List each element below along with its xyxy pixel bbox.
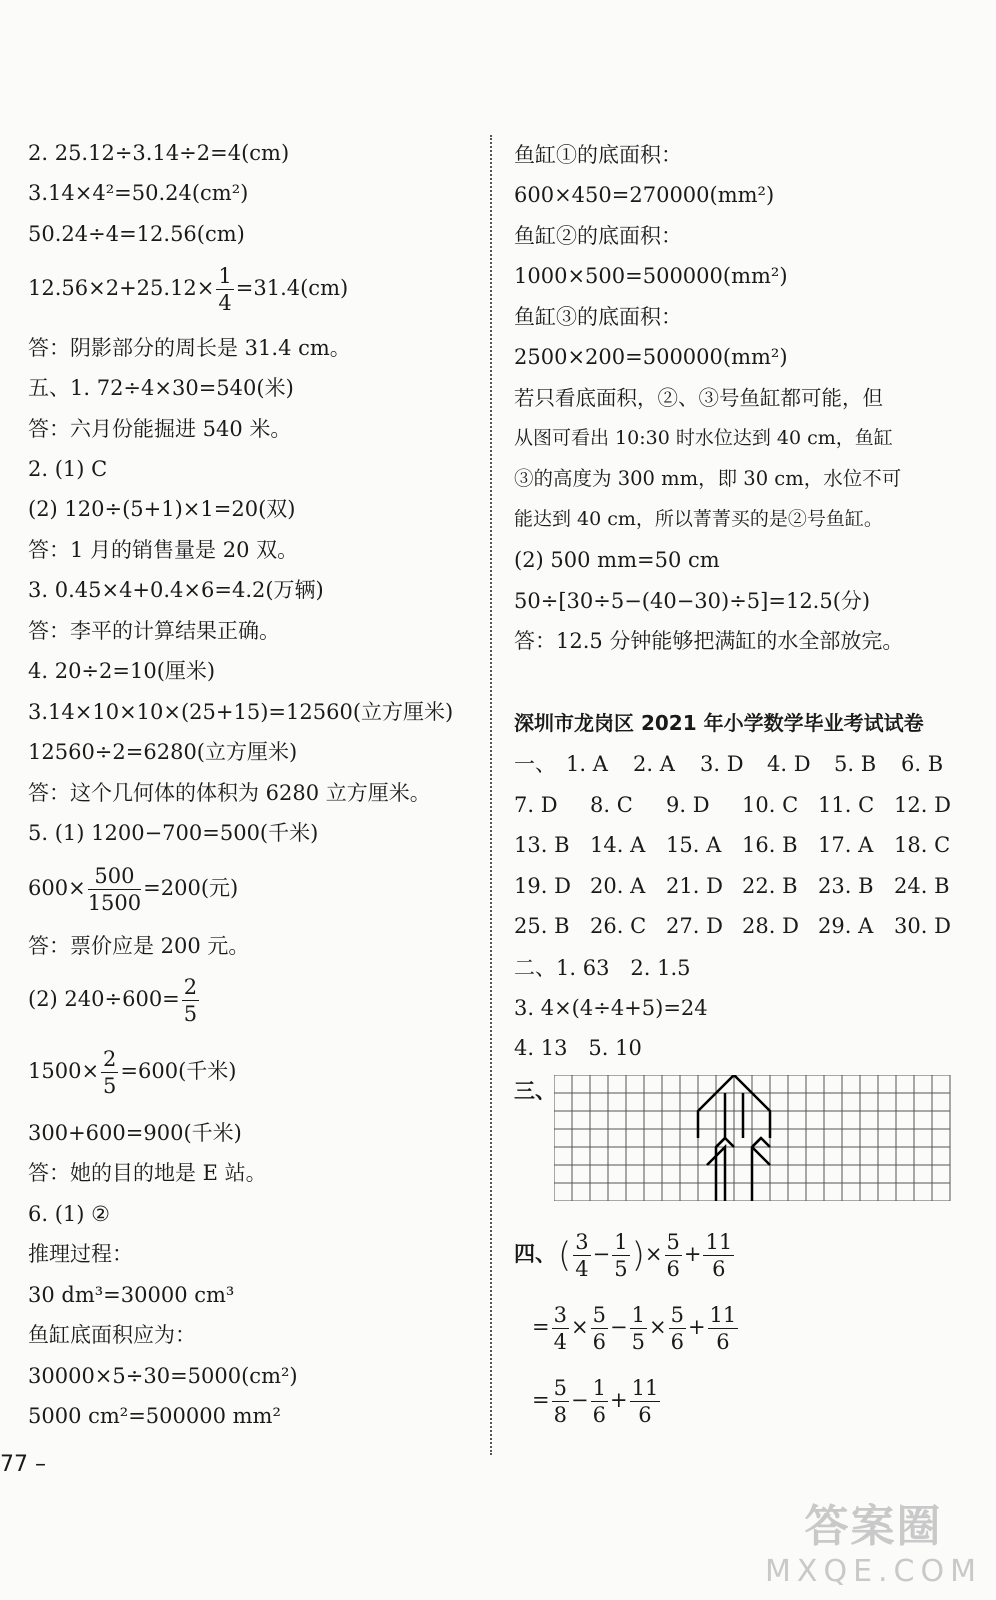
choice-answer: 11. C (818, 793, 875, 817)
answer-line: 12560÷2=6280(立方厘米) (28, 740, 298, 764)
section-label: 三、 (514, 1079, 556, 1103)
answer-line: 3. 4×(4÷4+5)=24 (514, 996, 708, 1020)
answer-line: 答：李平的计算结果正确。 (28, 619, 280, 643)
choice-answer: 2. A (633, 752, 675, 776)
answer-line: (2) 120÷(5+1)×1=20(双) (28, 497, 296, 521)
answer-row (514, 913, 970, 939)
column-divider (490, 135, 492, 1455)
answer-line: 鱼缸①的底面积： (514, 143, 682, 167)
answer-line: 4. 13 5. 10 (514, 1036, 642, 1060)
answer-line: 鱼缸底面积应为： (28, 1323, 196, 1347)
answer-line: 50.24÷4=12.56(cm) (28, 222, 245, 246)
answer-line: 3. 0.45×4+0.4×6=4.2(万辆) (28, 578, 324, 602)
choice-answer: 12. D (894, 793, 951, 817)
choice-answer: 3. D (700, 752, 744, 776)
answer-line: 能达到 40 cm，所以菁菁买的是②号鱼缸。 (514, 508, 883, 530)
expression-line-3: = $\frac{5}{8}$ − $\frac{1}{6}$ + $\frac{11}{6}$ (532, 1376, 659, 1427)
choice-answer: 24. B (894, 874, 950, 898)
answer-line: 从图可看出 10:30 时水位达到 40 cm，鱼缸 (514, 427, 893, 449)
answer-line: 4. 20÷2=10(厘米) (28, 659, 216, 683)
answer-line: 30000×5÷30=5000(cm²) (28, 1364, 298, 1388)
answer-line: 3.14×10×10×(25+15)=12560(立方厘米) (28, 700, 454, 724)
choice-answer: 22. B (742, 874, 798, 898)
section-label: 一、 (514, 752, 556, 776)
answer-line: ③的高度为 300 mm，即 30 cm，水位不可 (514, 467, 902, 490)
choice-answer: 7. D (514, 793, 558, 817)
answer-line: 50÷[30÷5−(40−30)÷5]=12.5(分) (514, 589, 871, 613)
answer-line: 答：她的目的地是 E 站。 (28, 1161, 267, 1185)
answer-line: 二、1. 63 2. 1.5 (514, 956, 691, 980)
choice-answer: 28. D (742, 914, 799, 938)
answer-line: 2500×200=500000(mm²) (514, 345, 788, 369)
answer-line: (2) 500 mm=50 cm (514, 548, 720, 572)
answer-line: 答：1 月的销售量是 20 双。 (28, 538, 299, 562)
answer-line: 2. 25.12÷3.14÷2=4(cm) (28, 141, 290, 165)
answer-line: 鱼缸③的底面积： (514, 305, 682, 329)
choice-answer: 26. C (590, 914, 647, 938)
answer-line: 答：这个几何体的体积为 6280 立方厘米。 (28, 781, 431, 805)
answer-row (514, 792, 970, 818)
answer-line: 答：票价应是 200 元。 (28, 934, 250, 958)
answer-line: 答：六月份能掘进 540 米。 (28, 417, 292, 441)
choice-answer: 20. A (590, 874, 646, 898)
answer-line: 2. (1) C (28, 457, 108, 481)
choice-answer: 19. D (514, 874, 571, 898)
answer-row (566, 751, 968, 777)
choice-answer: 27. D (666, 914, 723, 938)
choice-answer: 21. D (666, 874, 723, 898)
answer-line: 答：阴影部分的周长是 31.4 cm。 (28, 336, 351, 360)
answer-line: 3.14×4²=50.24(cm²) (28, 181, 249, 205)
choice-answer: 25. B (514, 914, 570, 938)
fraction: $\frac{2}{5}$ (103, 1047, 117, 1098)
page-number: 77 – (0, 1452, 46, 1477)
arrow-grid-drawing (554, 1075, 952, 1201)
section-label: 四、 (514, 1242, 556, 1266)
answer-line: 6. (1) ② (28, 1202, 110, 1226)
answer-line: 5000 cm²=500000 mm² (28, 1404, 281, 1428)
choice-answer: 23. B (818, 874, 874, 898)
expression-line-1: ( $\frac{3}{4}$ − $\frac{1}{5}$ )× $\frac{5}{6}$ + $\frac{11}{6}$ (558, 1230, 733, 1281)
fraction: $\frac{2}{5}$ (183, 975, 198, 1026)
choice-answer: 16. B (742, 833, 798, 857)
choice-answer: 29. A (818, 914, 874, 938)
choice-answer: 4. D (767, 752, 811, 776)
fraction-line: 600× $\frac{500}{1500}$ =200(元) (28, 864, 239, 915)
answer-line: 300+600=900(千米) (28, 1121, 242, 1145)
answer-line: 推理过程： (28, 1242, 133, 1266)
choice-answer: 6. B (901, 752, 944, 776)
fraction-line: (2) 240÷600= $\frac{2}{5}$ (28, 975, 198, 1026)
expression-line-2: = $\frac{3}{4}$ × $\frac{5}{6}$ − $\frac{1}{5}$ × $\frac{5}{6}$ + $\frac{11}{6}$ (532, 1303, 737, 1354)
fraction: $\frac{1}{4}$ (218, 264, 232, 315)
watermark-logo: 答案圈 MXQE.COM (765, 1501, 982, 1589)
choice-answer: 18. C (894, 833, 951, 857)
choice-answer: 10. C (742, 793, 799, 817)
answer-line: 五、1. 72÷4×30=540(米) (28, 376, 294, 400)
answer-line: 若只看底面积，②、③号鱼缸都可能，但 (514, 386, 883, 410)
choice-answer: 17. A (818, 833, 874, 857)
answer-line: 鱼缸②的底面积： (514, 224, 682, 248)
choice-answer: 9. D (666, 793, 710, 817)
choice-answer: 5. B (834, 752, 877, 776)
answer-line: 30 dm³=30000 cm³ (28, 1283, 235, 1307)
answer-line: 600×450=270000(mm²) (514, 183, 775, 207)
answer-row (514, 873, 970, 899)
fraction: $\frac{500}{1500}$ (87, 864, 142, 915)
choice-answer: 13. B (514, 833, 570, 857)
choice-answer: 1. A (566, 752, 608, 776)
choice-answer: 14. A (590, 833, 646, 857)
fraction-line: 12.56×2+25.12× $\frac{1}{4}$ =31.4(cm) (28, 264, 349, 315)
choice-answer: 8. C (590, 793, 633, 817)
fraction-line: 1500× $\frac{2}{5}$ =600(千米) (28, 1047, 237, 1098)
answer-line: 1000×500=500000(mm²) (514, 264, 788, 288)
answer-line: 5. (1) 1200−700=500(千米) (28, 821, 319, 845)
answer-row (514, 832, 970, 858)
choice-answer: 15. A (666, 833, 722, 857)
exam-heading: 深圳市龙岗区 2021 年小学数学毕业考试试卷 (514, 711, 924, 735)
choice-answer: 30. D (894, 914, 951, 938)
answer-line: 答：12.5 分钟能够把满缸的水全部放完。 (514, 629, 904, 653)
